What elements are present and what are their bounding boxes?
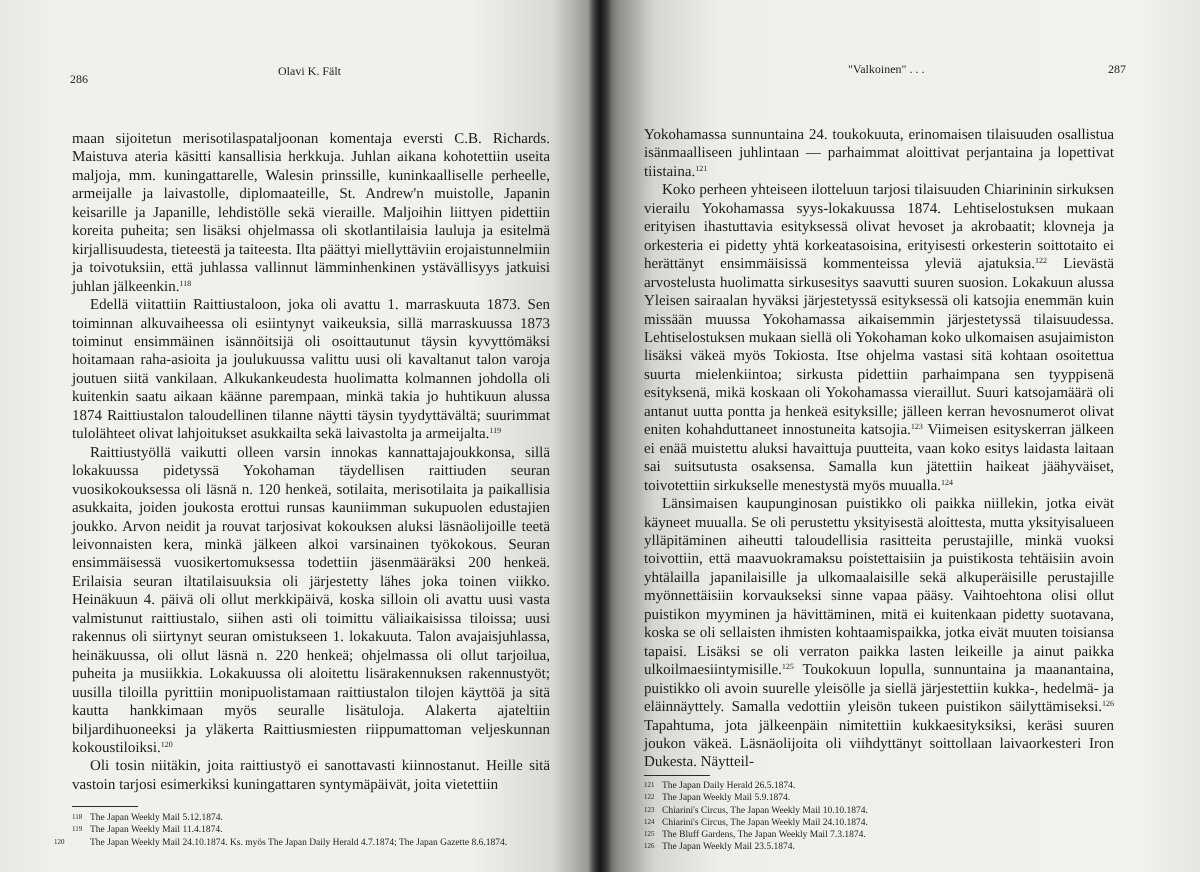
footnote bbox=[644, 792, 1114, 804]
footnote bbox=[644, 817, 1114, 829]
paragraph-text: Koko perheen yhteiseen ilotteluun tarjosi tilaisuuden Chiarininin sirkuksen vierailu Yokohamassa syys-lokakuussa 1874. Lehtiselostuksen mukaan erityisen ihastuttavia esityksessä olivat hevoset ja akrobaatit; klovneja ja orkesteria ei pidetty yhtä korkeatasoisina, erityisesti orkesterin soittotaito ei herättänyt ensimmäisissä kommenteissa yleviä ajatuksia. bbox=[644, 182, 1114, 273]
footnote bbox=[72, 812, 552, 824]
footnote-text: The Japan Weekly Mail 11.4.1874. bbox=[90, 825, 223, 836]
paragraph bbox=[72, 757, 550, 794]
footnote bbox=[54, 837, 552, 849]
footnote-number: 124 bbox=[644, 817, 655, 826]
footnote-ref: 123 bbox=[910, 422, 923, 432]
footnote bbox=[72, 824, 552, 836]
page-number: 287 bbox=[1108, 62, 1126, 76]
footnote-number: 122 bbox=[644, 793, 655, 802]
paragraph-text: Toukokuun lopulla, sunnuntaina ja maanantaina, puistikko oli avoin suurelle yleisölle ja siellä järjestettiin kukka-, hedelmä- ja eläinnäyttely. Samalla vedottiin yleisön tukeen puistikon säilyttämiseksi. bbox=[644, 662, 1114, 716]
footnote-number: 121 bbox=[644, 781, 655, 789]
footnote-number: 126 bbox=[644, 842, 655, 851]
footnote-text: The Bluff Gardens, The Japan Weekly Mail 7.3.1874. bbox=[662, 830, 866, 841]
paragraph bbox=[72, 296, 550, 444]
footnote-ref: 121 bbox=[695, 163, 708, 173]
running-head: Olavi K. Fält bbox=[278, 64, 341, 78]
footnote-number: 125 bbox=[644, 830, 655, 839]
paragraph bbox=[644, 495, 1114, 772]
footnote-text: Chiarini's Circus, The Japan Weekly Mail 24.10.1874. bbox=[662, 817, 868, 828]
footnote-ref: 124 bbox=[941, 477, 954, 487]
footnote-ref: 122 bbox=[1034, 256, 1047, 266]
footnote bbox=[644, 829, 1114, 841]
paragraph-text: Tapahtuma, jota jälkeenpäin nimitettiin kukkaesityksiksi, keräsi suuren joukon väkeä. Läsnäolijoita oli viihdyttänyt soittollaan laivaorkesteri Iron Dukesta. Näytteil- bbox=[644, 717, 1114, 771]
page-number: 286 bbox=[70, 72, 88, 86]
footnote bbox=[644, 841, 1114, 853]
footnote-rule bbox=[72, 806, 138, 807]
paragraph-text: maan sijoitetun merisotilaspataljoonan komentaja eversti C.B. Richards. Maistuva ateria käsitti kansallisia herkkuja. Juhlan aikana kohotettiin useita maljoja, mm. kuningattarelle, Walesin prinssille, kuninkaalliselle perheelle, armeijalle ja laivastolle, diplomaateille, St. Andrew'n muistolle, Japanin keisarille ja Japanille, lehdistölle sekä vieraille. Maljoihin liittyen pidettiin koreita puheita; sen lisäksi ohjelmassa oli skotlantilaisia lauluja ja esitelmä kirjallisuudesta, tieteestä ja taiteesta. Ilta päättyi miellyttäviin erojaistunnelmiin ja toivotuksiin, että juhlassa vallinnut lämminhenkinen ystävällisyys jatkuisi juhlan jälkeenkin. bbox=[72, 131, 550, 295]
footnote-text: The Japan Weekly Mail 5.12.1874. bbox=[90, 813, 223, 823]
footnote-rule bbox=[644, 775, 710, 776]
footnote-ref: 119 bbox=[489, 426, 502, 436]
paragraph-text: Edellä viitattiin Raittiustaloon, joka oli avattu 1. marraskuuta 1873. Sen toiminnan alkuvaiheessa oli esiintynyt vaikeuksia, sillä marraskuussa 1873 toiminut ensimmäinen isännöitsijä oli osoittautunut täysin kyvyttömäksi hoitamaan raha-asioita ja joulukuussa valittu uusi oli kavaltanut talon varoja joutuen siitä vankilaan. Alkukankeudesta huolimatta kolmannen johdolla oli kuitenkin saatu aikaan käänne parempaan, minkä takia jo huhtikuun alussa 1874 Raittiustalon taloudellinen tilanne näytti täysin tyydyttävältä; suurimmat tulolähteet olivat lahjoitukset asukkailta sekä laivastolta ja armeijalta. bbox=[72, 297, 550, 443]
footnote-ref: 120 bbox=[160, 739, 173, 749]
paragraph-text: Raittiustyöllä vaikutti olleen varsin innokas kannattajajoukkonsa, sillä lokakuussa pidetyssä Yokohaman täydellisen raittiuden seuran vuosikokouksessa oli läsnä n. 120 henkeä, sotilaita, merisotilaita ja paikallisia asukkaita, joiden joukosta erottui runsas kauniimman sukupuolen edustajien joukko. Arvon neidit ja rouvat tarjosivat kokouksen aluksi läsnäolijoille teetä leivonnaisten kera, minkä jälkeen alkoi varsinainen työkokous. Seuran ensimmäisessä vuosikertomuksessa todettiin jäsenmääräksi 200 henkeä. Erilaisia seuran iltatilaisuuksia oli järjestetty lähes joka toinen viikko. Heinäkuun 4. päivä oli ollut merkkipäivä, koska silloin oli avattu uusi vasta valmistunut raittiustalo, siihen asti oli toimittu väliaikaisissa tiloissa; uusi rakennus oli siirtynyt seuran omistukseen 1. lokakuuta. Talon avajaisjuhlassa, heinäkuussa, oli ollut läsnä n. 220 henkeä; ohjelmassa oli ollut tarjoilua, puheita ja musiikkia. Lokakuussa oli aloitettu lisärakennuksen rakennustyöt; uusilla tiloilla pyrittiin monipuolistamaan raittiustalon tilojen käyttöä ja sitä kautta hankkimaan myös seuralle lisätuloja. Alakerta ajateltiin biljardihuoneeksi ja yläkerta Raittiusmiesten riippumattoman veljeskunnan kokoustiloiksi. bbox=[72, 444, 550, 756]
paragraph-text: Viimeisen esityskerran jälkeen ei enää muistettu aluksi havaittuja puutteita, vaan koko esitys laidasta laitaan sai suitsutusta osaksensa. Samalla kun jätettiin haikeat jäähyväiset, toivotettiin sirkukselle menestystä myös muualla. bbox=[644, 422, 1114, 494]
footnote-text: Chiarini's Circus, The Japan Weekly Mail 10.10.1874. bbox=[662, 805, 868, 816]
paragraph-text: Länsimaisen kaupunginosan puistikko oli paikka niillekin, jotka eivät käyneet muualla. Se oli perustettu yksityisestä aloittesta, mutta yksityisalueen ylläpitäminen aiheutti taloudellisia rasitteita perustajille, minkä vuoksi toivottiin, että maavuokramaksu poistettaisiin ja puistikosta tehtäisiin avoin yhtälailla japanilaisille ja ulkomaalaisille sekä alkuperäisille perustajille myönnettäisiin korvaukseksi sinne vapaa pääsy. Vaihtoehtona olisi ollut puistikon myyminen ja hävittäminen, mitä ei kuitenkaan pidetty suotavana, koska se oli sellaisten ihmisten kohtaamispaikka, jotka eivät muuten toisiansa tapaisi. Lisäksi se oli verraton paikka lasten leikeille ja ainut paikka ulkoilmaesiintymisille. bbox=[644, 496, 1114, 679]
paragraph-text: Oli tosin niitäkin, joita raittiustyö ei sanottavasti kiinnostanut. Heille sitä vastoin tarjosi esimerkiksi kuningattaren syntymäpäivät, joita vietettiin bbox=[72, 758, 550, 793]
paragraph bbox=[72, 444, 550, 758]
footnote-number: 123 bbox=[644, 805, 655, 814]
footnote-ref: 118 bbox=[179, 278, 192, 288]
footnote-text: The Japan Daily Herald 26.5.1874. bbox=[662, 781, 796, 791]
paragraph-text: Lievästä arvostelusta huolimatta sirkusesitys saavutti suuren suosion. Lokakuun alussa Yleisen sairaalan hyväksi järjestetyssä esityksessä oli katsojia enemmän kuin missään muussa Yokohamassa aikaisemmin järjestetyssä tilaisuudessa. Lehtiselostuksen mukaan siellä oli Yokohaman koko ulkomaisen asujaimiston lisäksi väkeä myös Tokiosta. Itse ohjelma vastasi sitä kohtaan osoitettua suurta mielenkiintoa; sirkusta pidettiin parhaimpana sen tyyppisenä esityksenä, mikä koskaan oli Yokohamassa vieraillut. Suuri katsojamäärä oli antanut uutta pontta ja henkeä esityksille; jälleen kerran hevosnumerot olivat eniten kohahduttaneet innostuneita katsojia. bbox=[644, 256, 1114, 439]
footnote-ref: 126 bbox=[1102, 699, 1114, 709]
footnote-text: The Japan Weekly Mail 24.10.1874. Ks. myös The Japan Daily Herald 4.7.1874; The Japan Gazette 8.6.1874. bbox=[90, 837, 508, 848]
footnote-number: 120 bbox=[54, 837, 65, 846]
footnotes bbox=[54, 812, 552, 849]
body-text bbox=[644, 126, 1114, 772]
paragraph bbox=[644, 126, 1114, 181]
running-head: "Valkoinen" . . . bbox=[848, 62, 925, 76]
footnotes bbox=[644, 780, 1114, 854]
paragraph-text: Yokohamassa sunnuntaina 24. toukokuuta, erinomaisen tilaisuuden osallistua isänmaalliseen juhlintaan — parhaimmat aloittivat perjantaina ja lopettivat tiistaina. bbox=[644, 127, 1114, 180]
body-text bbox=[72, 130, 550, 794]
footnote-number: 118 bbox=[72, 813, 83, 821]
footnote bbox=[644, 780, 1114, 792]
footnote-ref: 125 bbox=[781, 662, 794, 672]
right-page bbox=[600, 0, 1200, 872]
footnote-text: The Japan Weekly Mail 23.5.1874. bbox=[662, 842, 795, 853]
footnote-text: The Japan Weekly Mail 5.9.1874. bbox=[662, 793, 791, 804]
footnote bbox=[644, 805, 1114, 817]
paragraph bbox=[644, 181, 1114, 495]
paragraph bbox=[72, 130, 550, 296]
book-gutter bbox=[588, 0, 612, 872]
footnote-number: 119 bbox=[72, 825, 83, 834]
